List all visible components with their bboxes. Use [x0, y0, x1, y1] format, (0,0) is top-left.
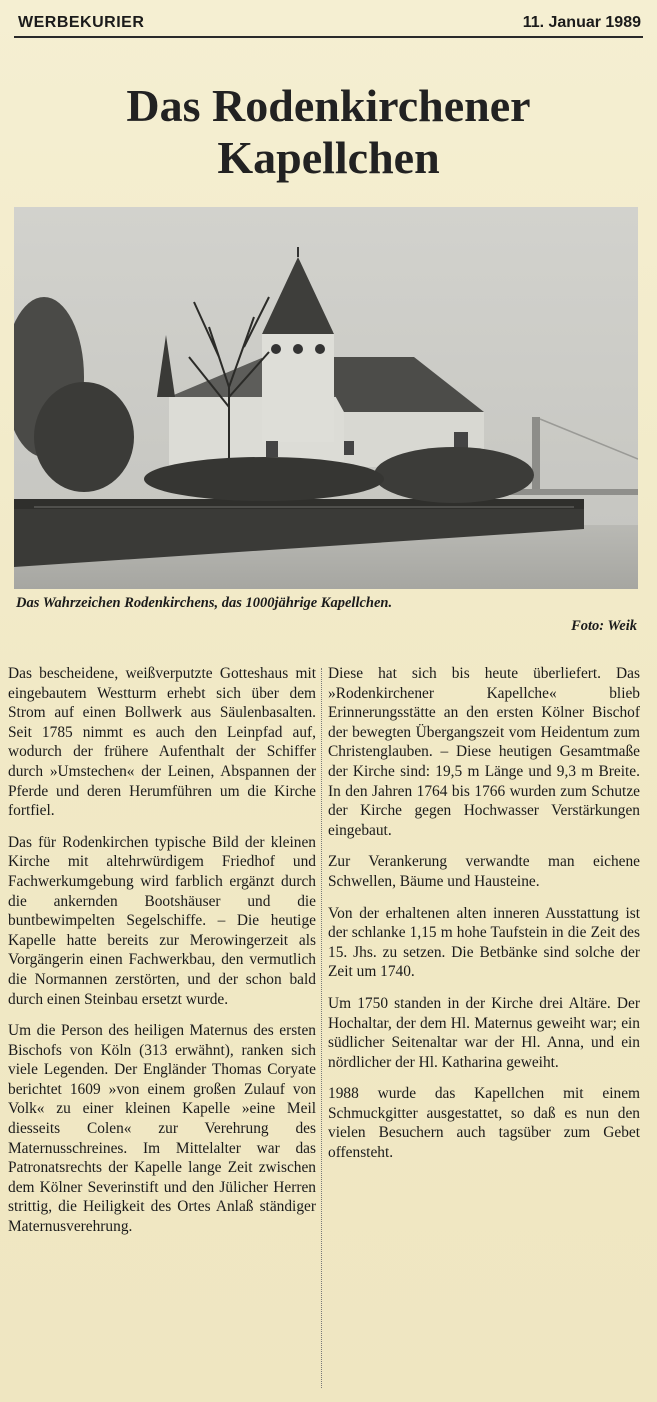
- church-photo-drawing: [14, 207, 638, 589]
- masthead: [14, 10, 643, 38]
- paragraph: Um 1750 standen in der Kirche drei Altäre. Der Hochaltar, der dem Hl. Maternus geweiht war; ein südlicher Seitenaltar war der Hl. Anna, und ein nördlicher der Hl. Katharina geweiht.: [328, 994, 640, 1071]
- headline-line-2: Kapellchen: [217, 132, 440, 183]
- caption-text: Das Wahrzeichen Rodenkirchens, das 1000jährige Kapellchen.: [16, 595, 393, 611]
- photo-caption: [16, 595, 637, 635]
- paragraph: 1988 wurde das Kapellchen mit einem Schmuckgitter ausgestattet, so daß es nun den vielen Besuchern auch tagsüber zum Gebet offensteht.: [328, 1085, 640, 1162]
- article-column-left: [8, 664, 316, 1249]
- paragraph: Von der erhaltenen alten inneren Ausstattung ist der schlanke 1,15 m hohe Taufstein in die Zeit des 15. Jhs. zu setzen. Die Betbänke sind solche der Zeit um 1740.: [328, 904, 640, 981]
- paragraph: Diese hat sich bis heute überliefert. Das »Rodenkirchener Kapellche« blieb Erinnerungsstätte an den ersten Kölner Bischof der bewegten Übergangszeit vom Heidentum zum Christenglauben. – Diese heutigen Gesamtmaße der Kirche sind: 19,5 m Länge und 9,3 m Breite. In den Jahren 1764 bis 1766 wurden zum Schutze der Kirche gegen Hochwasser Verstärkungen eingebaut.: [328, 665, 640, 839]
- paragraph: Um die Person des heiligen Maternus des ersten Bischofs von Köln (313 erwähnt), ranken sich viele Legenden. Der Engländer Thomas Coryate berichtet 1609 »von einem großen Zulauf von Volk« zu einer kleinen Kapelle »eine Meil diesseits Colen« zur Verehrung des Maternusschreines. Im Mittelalter war das Patronatsrechts der Kapelle lange Zeit zwischen dem Kölner Severinstift und den Jülicher Herren strittig, die Heiligkeit des Ortes Anlaß ständiger Maternusverehrung.: [8, 1022, 316, 1236]
- issue-date: 11. Januar 1989: [522, 14, 641, 31]
- paragraph: Das bescheidene, weißverputzte Gotteshaus mit eingebautem Westturm erhebt sich über dem Strom auf einen Bollwerk aus Säulenbasalten. Seit 1785 nimmt es auch den Leinpfad auf, wodurch der frühere Aufenthalt der Schiffer durch »Umstechen« der Leinen, Abspannen der Pferde und deren Herumführen um die Kirche fortfiel.: [8, 665, 316, 820]
- photo-credit: Foto: Weik: [571, 618, 637, 634]
- article-headline: [14, 80, 643, 184]
- church-photo: [14, 207, 638, 589]
- column-divider: [321, 668, 322, 1388]
- publication-name: WERBEKURIER: [18, 14, 145, 31]
- paragraph: Das für Rodenkirchen typische Bild der kleinen Kirche mit altehrwürdigem Friedhof und Fachwerkumgebung wird farblich ergänzt durch die ankernden Bootshäuser und die buntbewimpelten Segelschiffe. – Die heutige Kapelle hatte bereits zur Merowingerzeit als Vorgängerin einen Fachwerkbau, den vermutlich die Normannen zerstörten, und der schon bald durch einen Steinbau ersetzt wurde.: [8, 833, 316, 1008]
- article-column-right: [328, 664, 640, 1175]
- headline-line-1: Das Rodenkirchener: [126, 80, 531, 131]
- paragraph: Zur Verankerung verwandte man eichene Schwellen, Bäume und Hausteine.: [328, 853, 640, 890]
